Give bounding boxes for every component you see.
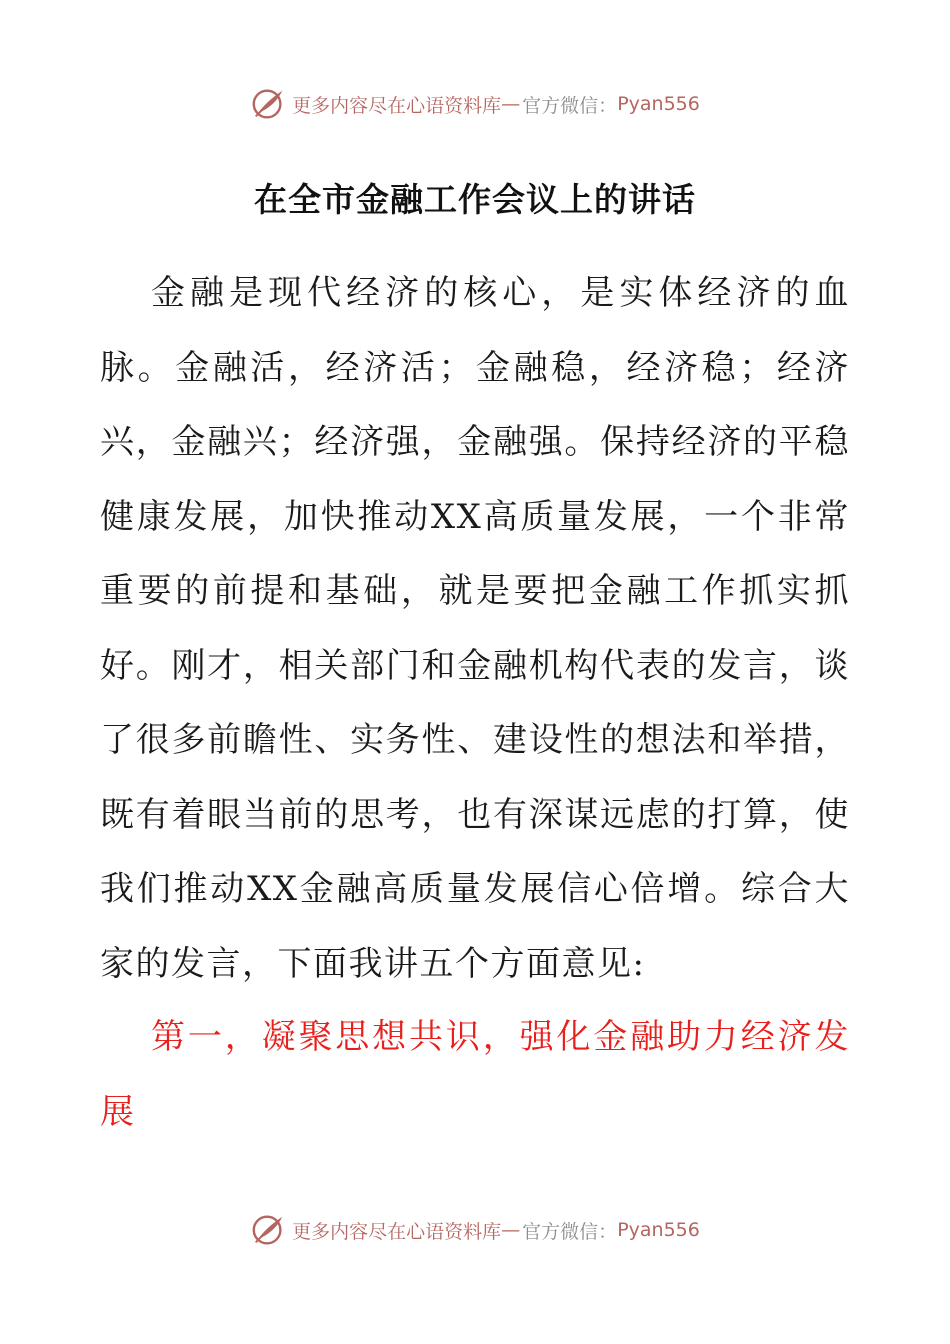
watermark-contact-id: Pyan556 xyxy=(617,1219,700,1241)
watermark-header xyxy=(0,84,950,124)
watermark-dash: — xyxy=(501,93,521,115)
feather-pen-logo-icon xyxy=(250,1211,288,1249)
document-title: 在全市金融工作会议上的讲话 xyxy=(254,180,696,219)
watermark-footer xyxy=(0,1210,950,1250)
watermark-brand: 更多内容尽在心语资料库 xyxy=(292,94,502,117)
section-heading: 第一，凝聚思想共识，强化金融助力经济发展 xyxy=(100,1017,850,1132)
watermark-contact-label: 官方微信： xyxy=(522,1220,618,1243)
watermark-brand: 更多内容尽在心语资料库 xyxy=(292,1220,502,1243)
body-paragraph: 金融是现代经济的核心，是实体经济的血脉。金融活，经济活；金融稳，经济稳；经济兴，金融兴；经济强，金融强。保持经济的平稳健康发展，加快推动XX高质量发展，一个非常重要的前提和基础，就是要把金融工作抓实抓好。刚才，相关部门和金融机构代表的发言，谈了很多前瞻性、实务性、建设性的想法和举措，既有着眼当前的思考，也有深谋远虑的打算，使我们推动XX金融高质量发展信心倍增。综合大家的发言，下面我讲五个方面意见: xyxy=(100,273,850,984)
watermark-dash: — xyxy=(501,1219,521,1241)
feather-pen-logo-icon xyxy=(250,85,288,123)
watermark-contact-label: 官方微信： xyxy=(522,94,618,117)
watermark-contact-id: Pyan556 xyxy=(617,93,700,115)
